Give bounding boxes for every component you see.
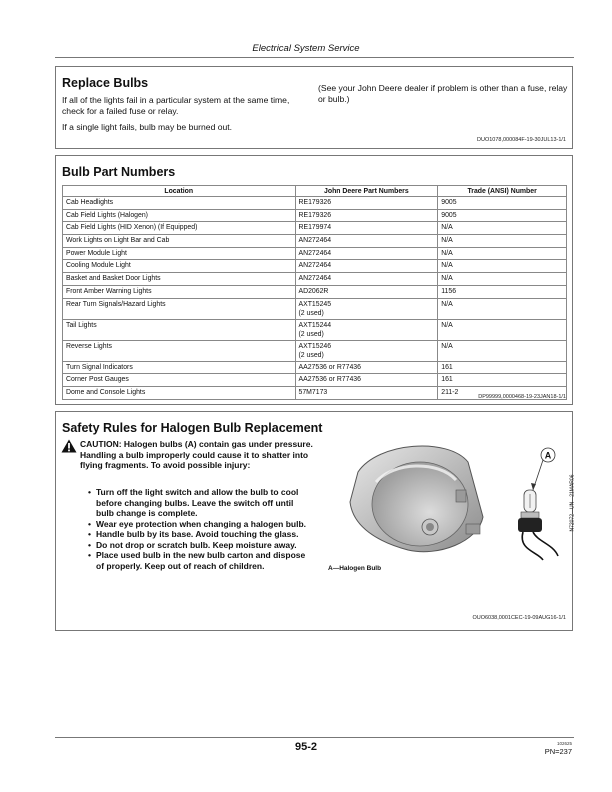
cell-location: Dome and Console Lights xyxy=(63,386,296,399)
cell-part-number xyxy=(295,222,438,235)
cell-trade-number: N/A xyxy=(438,340,567,361)
replace-bulbs-section xyxy=(55,66,573,149)
cell-location: Reverse Lights xyxy=(63,340,296,361)
table-row xyxy=(63,340,567,361)
bulb-part-numbers-section xyxy=(55,155,573,405)
cell-location: Cab Field Lights (Halogen) xyxy=(63,209,296,222)
cell-trade-number: 9005 xyxy=(438,197,567,210)
part-number: RE179974 xyxy=(298,224,332,232)
cell-location: Front Amber Warning Lights xyxy=(63,285,296,298)
caution-text: CAUTION: Halogen bulbs (A) contain gas under pressure. Handling a bulb improperly could cause it to shatter into flying fragments. To avoid possible injury: xyxy=(80,439,313,470)
cell-trade-number: 211-2 xyxy=(438,386,567,399)
cell-location: Work Lights on Light Bar and Cab xyxy=(63,235,296,248)
bulb-parts-ref: DP99999,0000468-19-23JAN18-1/1 xyxy=(478,394,566,400)
part-number: AN272464 xyxy=(298,249,332,257)
part-number: AXT15244 xyxy=(298,321,332,329)
list-item: • Place used bulb in the new bulb carton and dispose of properly. Keep out of reach of children. xyxy=(88,550,308,571)
cell-location: Cab Field Lights (HID Xenon) (If Equipped) xyxy=(63,222,296,235)
cell-location: Turn Signal Indicators xyxy=(63,361,296,374)
cell-location: Rear Turn Signals/Hazard Lights xyxy=(63,298,296,319)
table-row xyxy=(63,222,567,235)
table-row xyxy=(63,374,567,387)
replace-bulbs-note: (See your John Deere dealer if problem is other than a fuse, relay or bulb.) xyxy=(318,83,568,104)
bulb-parts-title: Bulb Part Numbers xyxy=(62,165,176,179)
column-header-part-number: John Deere Part Numbers xyxy=(295,186,438,197)
cell-trade-number: N/A xyxy=(438,260,567,273)
callout-label: A xyxy=(544,450,552,461)
list-item: • Do not drop or scratch bulb. Keep moisture away. xyxy=(88,540,308,551)
cell-trade-number: 161 xyxy=(438,361,567,374)
table-row xyxy=(63,197,567,210)
part-number: AXT15245 xyxy=(298,300,332,308)
safety-bullet-list xyxy=(88,487,308,571)
footer-code: 102625 xyxy=(556,741,572,746)
cell-part-number xyxy=(295,340,438,361)
column-header-location: Location xyxy=(63,186,296,197)
table-row xyxy=(63,298,567,319)
cell-part-number xyxy=(295,247,438,260)
table-row xyxy=(63,319,567,340)
part-number: AXT15246 xyxy=(298,342,332,350)
table-row xyxy=(63,235,567,248)
cell-part-number xyxy=(295,298,438,319)
part-number: AA27536 or R77436 xyxy=(298,363,361,371)
table-row xyxy=(63,361,567,374)
table-row xyxy=(63,260,567,273)
part-quantity: (2 used) xyxy=(298,351,324,359)
table-row xyxy=(63,247,567,260)
cell-part-number xyxy=(295,235,438,248)
table-row xyxy=(63,209,567,222)
cell-trade-number: N/A xyxy=(438,222,567,235)
bulb-parts-table xyxy=(62,185,567,400)
part-quantity: (2 used) xyxy=(298,330,324,338)
cell-part-number xyxy=(295,285,438,298)
part-quantity: (2 used) xyxy=(298,309,324,317)
list-item: • Handle bulb by its base. Avoid touching the glass. xyxy=(88,529,308,540)
safety-ref: OUO6038,0001CEC-19-09AUG16-1/1 xyxy=(472,615,566,621)
cell-location: Basket and Basket Door Lights xyxy=(63,273,296,286)
footer-rule xyxy=(55,737,574,738)
halogen-bulb-illustration xyxy=(338,432,563,572)
part-number: RE179326 xyxy=(298,211,332,219)
part-number: AN272464 xyxy=(298,262,332,270)
cell-part-number xyxy=(295,197,438,210)
cell-part-number xyxy=(295,273,438,286)
safety-rules-section xyxy=(55,411,576,631)
cell-trade-number: 1156 xyxy=(438,285,567,298)
cell-trade-number: N/A xyxy=(438,235,567,248)
cell-trade-number: N/A xyxy=(438,247,567,260)
cell-location: Cab Headlights xyxy=(63,197,296,210)
cell-trade-number: 9005 xyxy=(438,209,567,222)
cell-trade-number: N/A xyxy=(438,273,567,286)
cell-part-number xyxy=(295,386,438,399)
header-rule xyxy=(55,57,574,58)
cell-location: Power Module Light xyxy=(63,247,296,260)
cell-part-number xyxy=(295,319,438,340)
table-row xyxy=(63,285,567,298)
part-number: AN272464 xyxy=(298,237,332,245)
replace-bulbs-title: Replace Bulbs xyxy=(62,76,149,90)
cell-part-number xyxy=(295,260,438,273)
cell-part-number xyxy=(295,361,438,374)
column-header-trade-number: Trade (ANSI) Number xyxy=(438,186,567,197)
figure-caption: A—Halogen Bulb xyxy=(328,565,382,572)
cell-location: Corner Post Gauges xyxy=(63,374,296,387)
table-row xyxy=(63,273,567,286)
cell-part-number xyxy=(295,374,438,387)
warning-triangle-icon xyxy=(61,439,77,453)
part-number: AN272464 xyxy=(298,275,332,283)
part-number: AA27536 or R77436 xyxy=(298,376,361,384)
list-item: • Wear eye protection when changing a halogen bulb. xyxy=(88,519,308,530)
cell-location: Tail Lights xyxy=(63,319,296,340)
cell-part-number xyxy=(295,209,438,222)
page-number: 95-2 xyxy=(294,741,318,753)
cell-trade-number: N/A xyxy=(438,319,567,340)
part-number: RE179326 xyxy=(298,199,332,206)
replace-bulbs-ref: DUO1078,000084F-19-30JUL13-1/1 xyxy=(477,137,566,143)
page-header: Electrical System Service xyxy=(252,43,360,54)
safety-title: Safety Rules for Halogen Bulb Replacement xyxy=(62,421,323,435)
table-header-row xyxy=(63,186,567,197)
list-item: • Turn off the light switch and allow the bulb to cool before changing bulbs. Leave the switch off until bulb change is complete. xyxy=(88,487,308,519)
part-number: AD2062R xyxy=(298,287,329,295)
cell-trade-number: 161 xyxy=(438,374,567,387)
cell-trade-number: N/A xyxy=(438,298,567,319)
figure-id: N72072—UN—21MAR06 xyxy=(569,474,576,532)
part-number: 57M7173 xyxy=(298,388,328,396)
replace-bulbs-para2: If a single light fails, bulb may be burned out. xyxy=(62,122,233,132)
replace-bulbs-para1: If all of the lights fail in a particular system at the same time, check for a failed fuse or relay. xyxy=(62,95,290,116)
cell-location: Cooling Module Light xyxy=(63,260,296,273)
footer-pn: PN=237 xyxy=(544,747,572,756)
